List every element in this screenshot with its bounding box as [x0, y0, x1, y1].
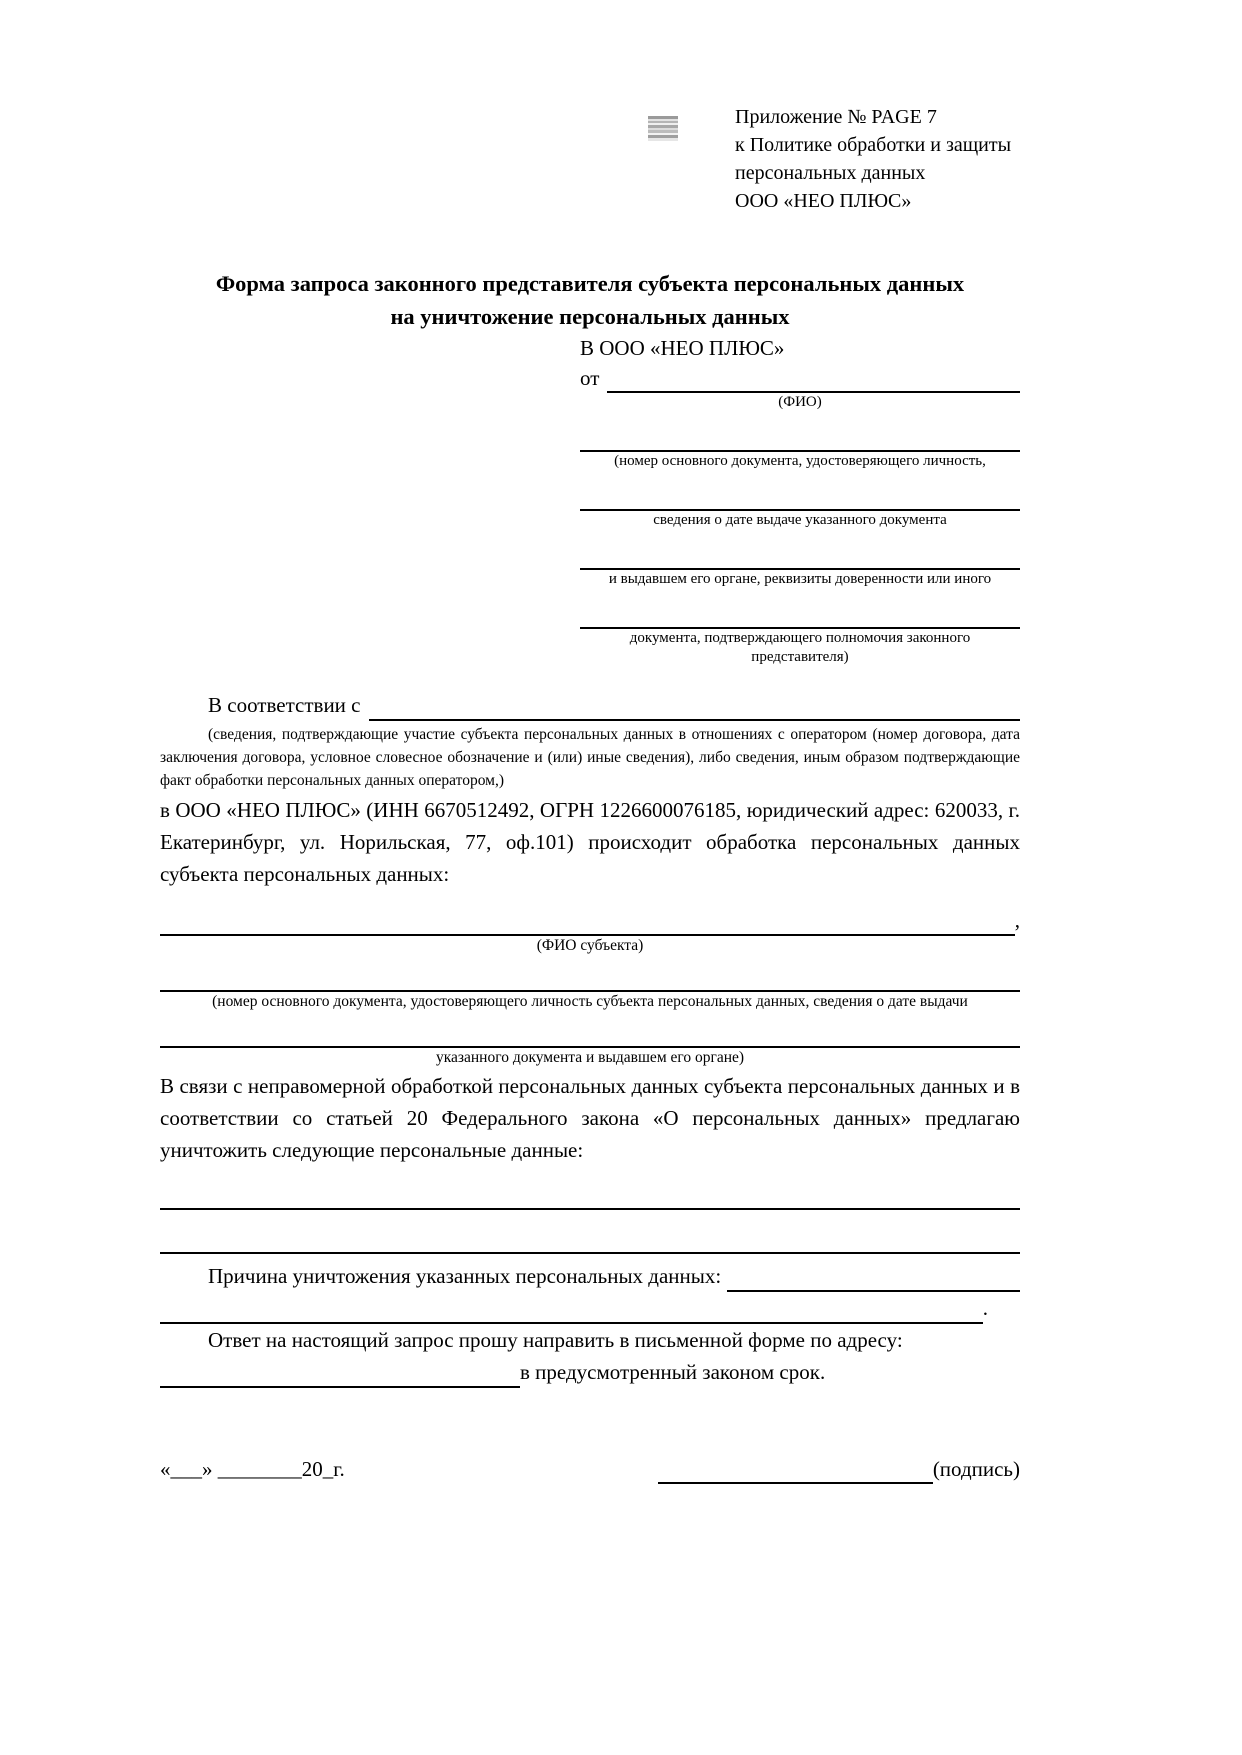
- form-title-line1: Форма запроса законного представителя субъекта персональных данных: [215, 271, 965, 296]
- representative-doc-line-4: [580, 603, 1020, 629]
- form-title-line2: на уничтожение персональных данных: [390, 304, 790, 329]
- doc-caption-1: (номер основного документа, удостоверяющего личность,: [614, 453, 986, 469]
- destroy-data-line-2: [160, 1210, 1020, 1254]
- subject-doc-caption-1: (номер основного документа, удостоверяющего личность субъекта персональных данных, сведения о дате выдачи: [212, 993, 968, 1010]
- reply-line2-row: [160, 1356, 1020, 1388]
- period-char: .: [982, 1296, 988, 1320]
- representative-doc-line-3: [580, 544, 1020, 570]
- reply-address-line: [160, 1386, 520, 1388]
- subject-fio-row: [160, 904, 1020, 936]
- reason-label: Причина уничтожения указанных персональных данных:: [208, 1264, 722, 1288]
- from-label: от: [580, 366, 600, 390]
- reason-blank-line: [727, 1290, 1020, 1292]
- fio-caption: (ФИО): [778, 394, 822, 410]
- signature-line: [658, 1458, 933, 1484]
- subject-doc-caption-2: указанного документа и выдавшем его органе): [435, 1049, 745, 1066]
- reply-line1: Ответ на настоящий запрос прошу направить в письменной форме по адресу:: [208, 1328, 903, 1352]
- date-blank: «___» ________20_г.: [160, 1457, 345, 1481]
- comma-char: ,: [1014, 908, 1020, 932]
- appendix-header: [735, 103, 1020, 215]
- appendix-policy-line: к Политике обработки и защиты: [735, 134, 1012, 156]
- destroy-data-line-1: [160, 1166, 1020, 1210]
- form-title: [160, 267, 1020, 333]
- according-note: (сведения, подтверждающие участие субъекта персональных данных в отношениях с оператором (номер договора, дата заключения договора, условное словесное обозначение и (или) иные сведения), либо сведения, иным образом подтверждающие факт обработки персональных данных оператором,): [160, 726, 1020, 789]
- appendix-policy-line2: персональных данных: [735, 162, 926, 184]
- subject-doc-line-2: [160, 1020, 1020, 1048]
- form-body: [160, 689, 1020, 1388]
- according-blank-line: [369, 719, 1021, 721]
- reason-line2-row: [160, 1292, 1020, 1324]
- addressee-block: [580, 333, 1020, 667]
- operator-paragraph: в ООО «НЕО ПЛЮС» (ИНН 6670512492, ОГРН 1226600076185, юридический адрес: 620033, г. Екатеринбург, ул. Норильская, 77, оф.101) происходит обработка персональных данных субъекта персональных данных:: [160, 798, 1020, 886]
- embedded-object-icon: [648, 116, 678, 141]
- representative-doc-line-2: [580, 485, 1020, 511]
- doc-caption-4: документа, подтверждающего полномочия законного представителя): [629, 630, 971, 665]
- reason-row: [160, 1260, 1020, 1292]
- representative-doc-line-1: [580, 426, 1020, 452]
- from-row: [580, 363, 1020, 393]
- footer-row: [160, 1454, 1020, 1484]
- appendix-number: Приложение № PAGE 7: [735, 106, 937, 128]
- doc-caption-2: сведения о дате выдаче указанного документа: [653, 512, 947, 528]
- request-paragraph: В связи с неправомерной обработкой персональных данных субъекта персональных данных и в соответствии со статьей 20 Федерального закона «О персональных данных» предлагаю уничтожить следующие персональные данные:: [160, 1074, 1020, 1162]
- according-label: В соответствии с: [208, 693, 361, 717]
- appendix-company: ООО «НЕО ПЛЮС»: [735, 190, 912, 212]
- subject-doc-line-1: [160, 964, 1020, 992]
- according-row: [160, 689, 1020, 721]
- reply-line2-suffix: в предусмотренный законом срок.: [520, 1360, 826, 1384]
- subject-fio-caption: (ФИО субъекта): [536, 937, 644, 954]
- signature-caption: (подпись): [932, 1457, 1020, 1481]
- addressee-to: В ООО «НЕО ПЛЮС»: [580, 336, 785, 360]
- doc-caption-3: и выдавшем его органе, реквизиты доверенности или иного: [608, 571, 992, 587]
